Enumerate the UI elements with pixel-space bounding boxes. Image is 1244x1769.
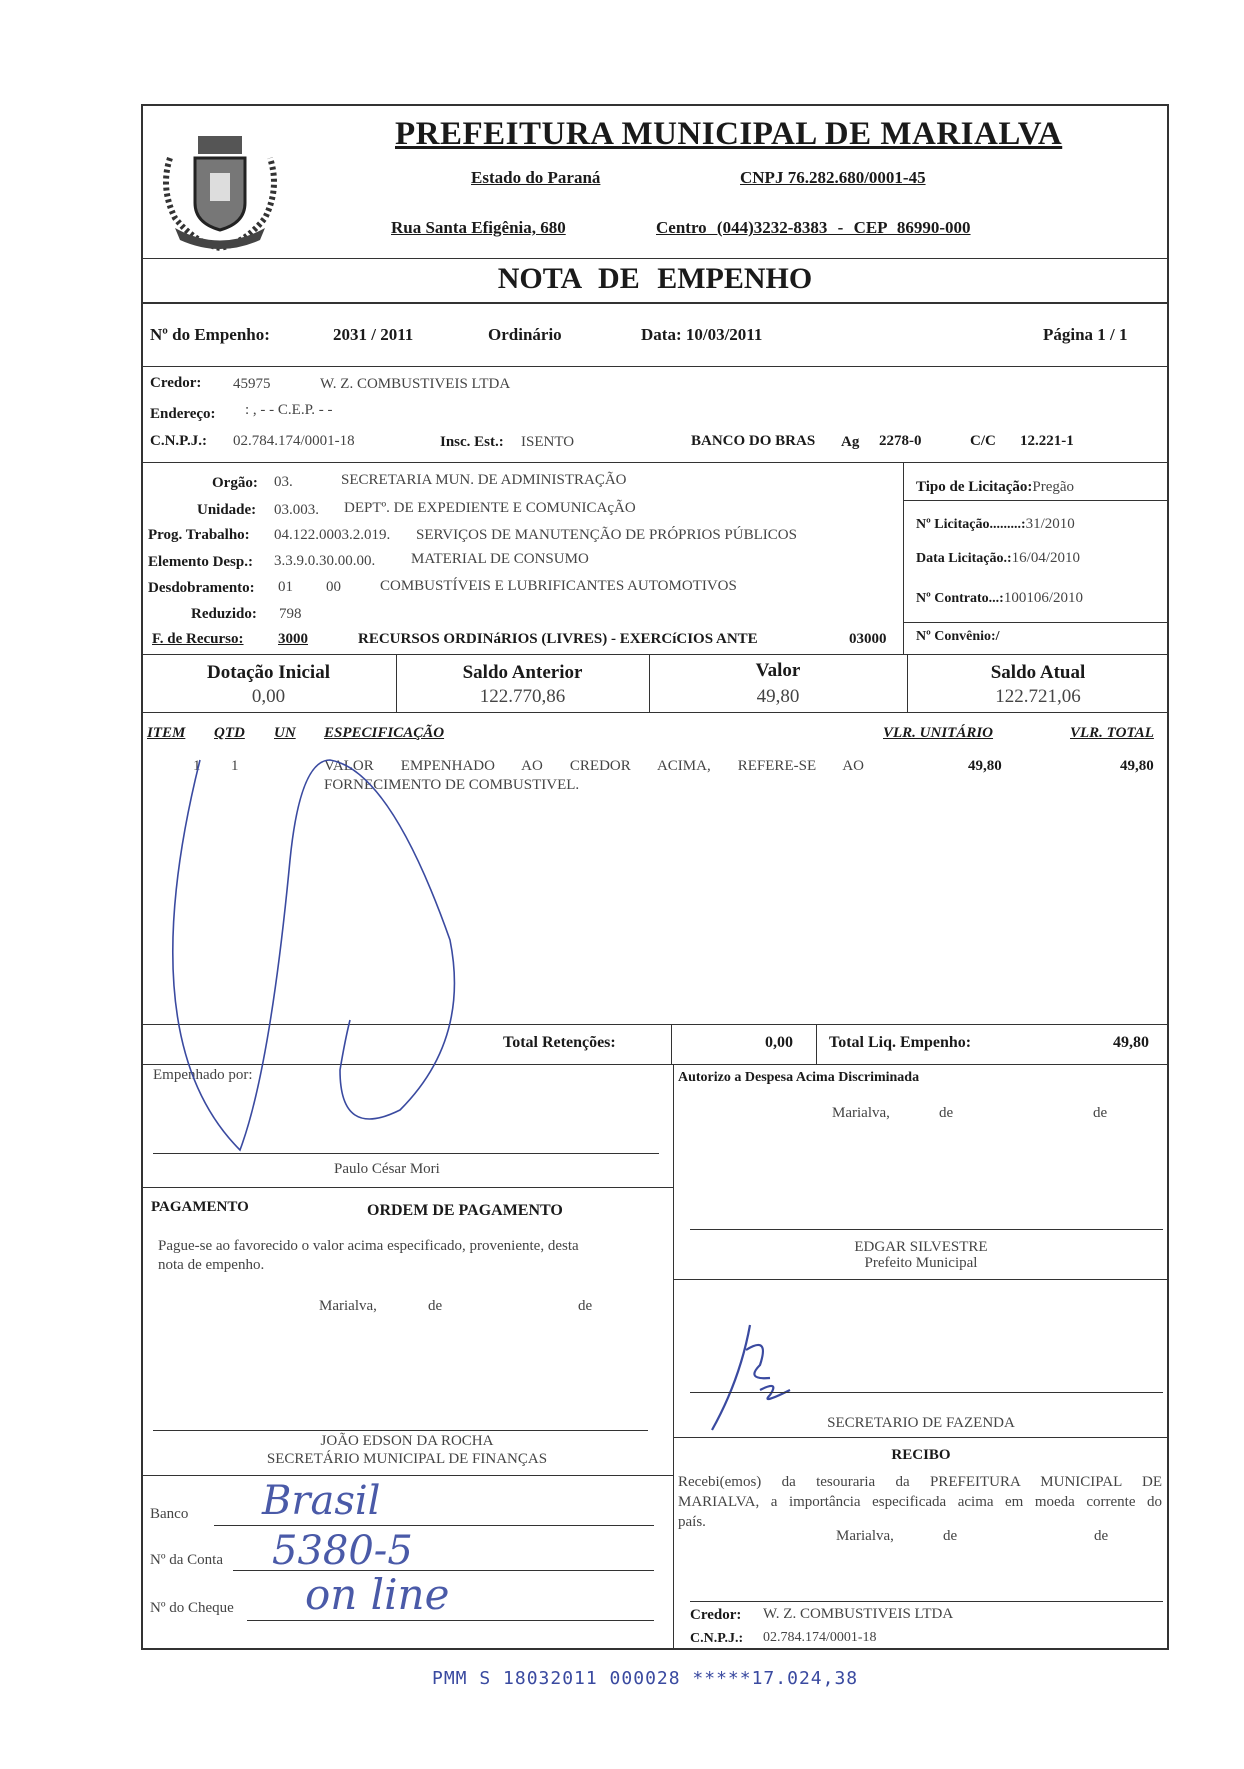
recibo-place: Marialva, (836, 1528, 894, 1544)
col-spec: ESPECIFICAÇÃO (324, 725, 445, 741)
insc-value: ISENTO (521, 434, 575, 450)
contrato (916, 589, 1083, 607)
empenho-type: Ordinário (488, 325, 562, 344)
orgao-label: Orgão: (212, 475, 258, 491)
recibo-text-1: Recebi(emos) da tesouraria da PREFEITURA MUNICIPAL DE (678, 1474, 1162, 1490)
cc-value: 12.221-1 (1020, 433, 1074, 449)
num-licitacao (916, 515, 1075, 533)
recibo-label: RECIBO (891, 1447, 951, 1463)
data-licitacao (916, 549, 1080, 567)
credor-name: W. Z. COMBUSTIVEIS LTDA (320, 376, 511, 392)
data-lic-label: Data Licitação.: (916, 551, 1012, 566)
empenho-number-label: Nº do Empenho: (150, 325, 270, 344)
header-title: PREFEITURA MUNICIPAL DE MARIALVA (395, 116, 1063, 152)
insc-label: Insc. Est.: (440, 434, 504, 450)
tipo-value: Pregão (1032, 479, 1075, 495)
row-spec-2: FORNECIMENTO DE COMBUSTIVEL. (324, 777, 580, 793)
recibo-de2: de (1094, 1528, 1109, 1544)
secretario-financas-name: JOÃO EDSON DA ROCHA (320, 1433, 494, 1449)
recibo-cnpj: 02.784.174/0001-18 (763, 1630, 877, 1645)
saldo-anterior-label: Saldo Anterior (462, 662, 583, 683)
num-value: 31/2010 (1025, 516, 1075, 532)
pagamento-de2: de (578, 1298, 593, 1314)
tipo-licitacao (916, 478, 1074, 496)
ordem-pagamento: ORDEM DE PAGAMENTO (367, 1202, 563, 1219)
desd-label: Desdobramento: (148, 580, 255, 596)
secretario-fazenda: SECRETARIO DE FAZENDA (827, 1415, 1015, 1431)
saldo-atual-label: Saldo Atual (990, 662, 1086, 683)
data-lic-value: 16/04/2010 (1011, 550, 1080, 566)
prefeito-name: EDGAR SILVESTRE (854, 1239, 988, 1255)
doc-title: NOTA DE EMPENHO (497, 262, 813, 295)
col-item: ITEM (147, 725, 186, 741)
recibo-de1: de (943, 1528, 958, 1544)
recurso-code: 3000 (278, 631, 308, 647)
bank-name: BANCO DO BRAS (691, 433, 816, 449)
ret-value: 0,00 (765, 1034, 793, 1051)
autorizo-place: Marialva, (832, 1105, 890, 1121)
autorizo-de2: de (1093, 1105, 1108, 1121)
recibo-credor-label: Credor: (690, 1607, 742, 1623)
contrato-label: Nº Contrato...: (916, 591, 1004, 606)
prog-value: SERVIÇOS DE MANUTENÇÃO DE PRÓPRIOS PÚBLICOS (416, 527, 797, 543)
valor-label: Valor (755, 660, 801, 681)
ag-label: Ag (841, 434, 860, 450)
prefeito-role: Prefeito Municipal (864, 1255, 978, 1271)
col-qtd: QTD (214, 725, 245, 741)
header-cnpj: CNPJ 76.282.680/0001-45 (740, 168, 926, 187)
dotacao-inicial-label: Dotação Inicial (207, 662, 330, 683)
address-value: : , - - C.E.P. - - (245, 402, 333, 418)
recibo-credor: W. Z. COMBUSTIVEIS LTDA (763, 1606, 954, 1622)
liq-label: Total Liq. Empenho: (829, 1034, 972, 1051)
col-un: UN (274, 725, 296, 741)
row-unit: 49,80 (968, 758, 1002, 774)
col-unit: VLR. UNITÁRIO (883, 725, 994, 741)
num-label: Nº Licitação.........: (916, 517, 1026, 532)
signature-empenhado (150, 740, 490, 1165)
autorizo-label: Autorizo a Despesa Acima Discriminada (678, 1070, 920, 1085)
secretario-financas-role: SECRETÁRIO MUNICIPAL DE FINANÇAS (266, 1451, 548, 1467)
address-label: Endereço: (150, 406, 216, 422)
dotacao-inicial-value: 0,00 (251, 686, 286, 707)
banco-handwritten: Brasil (262, 1478, 381, 1524)
empenhado-name: Paulo César Mori (334, 1161, 440, 1177)
conta-label: Nº da Conta (150, 1552, 223, 1568)
cnpj-label: C.N.P.J.: (150, 433, 207, 449)
valor-value: 49,80 (756, 686, 800, 707)
tipo-label: Tipo de Licitação: (916, 479, 1033, 495)
recibo-cnpj-label: C.N.P.J.: (690, 1631, 744, 1646)
row-qtd: 1 (231, 758, 239, 774)
saldo-atual-value: 122.721,06 (995, 686, 1081, 707)
row-total: 49,80 (1120, 758, 1154, 774)
credor-code: 45975 (233, 376, 271, 392)
elem-label: Elemento Desp.: (148, 554, 253, 570)
col-total: VLR. TOTAL (1070, 725, 1154, 741)
pagamento-label: PAGAMENTO (151, 1199, 249, 1215)
desd-a: 01 (278, 579, 293, 595)
cc-label: C/C (970, 433, 996, 449)
cnpj-value: 02.784.174/0001-18 (233, 433, 355, 449)
coat-of-arms-icon (150, 118, 290, 258)
ag-value: 2278-0 (879, 433, 922, 449)
recurso-label: F. de Recurso: (152, 631, 244, 647)
reduzido-value: 798 (279, 606, 302, 622)
unidade-value: DEPTº. DE EXPEDIENTE E COMUNICAçÃO (344, 500, 636, 516)
header-street: Rua Santa Efigênia, 680 (391, 218, 566, 237)
pagamento-place: Marialva, (319, 1298, 377, 1314)
liq-value: 49,80 (1113, 1034, 1149, 1051)
header-contact: Centro (044)3232-8383 - CEP 86990-000 (656, 218, 971, 237)
saldo-anterior-value: 122.770,86 (479, 686, 566, 707)
recibo-text-2: MARIALVA, a importância especificada acima em moeda corrente do (678, 1494, 1162, 1510)
cheque-handwritten: on line (305, 1570, 450, 1619)
pagamento-text-2: nota de empenho. (158, 1257, 265, 1273)
orgao-value: SECRETARIA MUN. DE ADMINISTRAÇÃO (341, 472, 627, 488)
orgao-code: 03. (274, 474, 293, 490)
empenho-page: Página 1 / 1 (1043, 325, 1128, 344)
pagamento-de1: de (428, 1298, 443, 1314)
desd-value: COMBUSTÍVEIS E LUBRIFICANTES AUTOMOTIVOS (380, 578, 737, 594)
header-state: Estado do Paraná (471, 168, 601, 187)
unidade-label: Unidade: (197, 502, 257, 518)
contrato-value: 100106/2010 (1003, 590, 1083, 606)
recurso-value: RECURSOS ORDINáRIOS (LIVRES) - EXERCíCIOS ANTE (358, 631, 758, 647)
banco-label: Banco (150, 1506, 189, 1522)
row-spec-1: VALOR EMPENHADO AO CREDOR ACIMA, REFERE-SE AO (324, 758, 864, 774)
row-item: 1 (193, 758, 201, 774)
autorizo-de1: de (939, 1105, 954, 1121)
bank-stamp: PMM S 18032011 000028 *****17.024,38 (432, 1668, 859, 1689)
empenho-date: Data: 10/03/2011 (641, 325, 763, 344)
conta-handwritten: 5380-5 (272, 1528, 413, 1574)
desd-b: 00 (326, 579, 341, 595)
recibo-text-3: país. (678, 1514, 706, 1530)
unidade-code: 03.003. (274, 502, 319, 518)
recurso-end: 03000 (849, 631, 887, 647)
convenio-label: Nº Convênio:/ (916, 629, 1000, 644)
reduzido-label: Reduzido: (191, 606, 257, 622)
empenho-number: 2031 / 2011 (333, 325, 414, 344)
empenhado-label: Empenhado por: (153, 1067, 253, 1083)
pagamento-text-1: Pague-se ao favorecido o valor acima especificado, proveniente, desta (158, 1238, 579, 1254)
cheque-label: Nº do Cheque (150, 1600, 234, 1616)
elem-code: 3.3.9.0.30.00.00. (274, 553, 376, 569)
prog-code: 04.122.0003.2.019. (274, 527, 391, 543)
credor-label: Credor: (150, 375, 202, 391)
ret-label: Total Retenções: (503, 1034, 616, 1051)
elem-value: MATERIAL DE CONSUMO (411, 551, 589, 567)
prog-label: Prog. Trabalho: (148, 527, 250, 543)
